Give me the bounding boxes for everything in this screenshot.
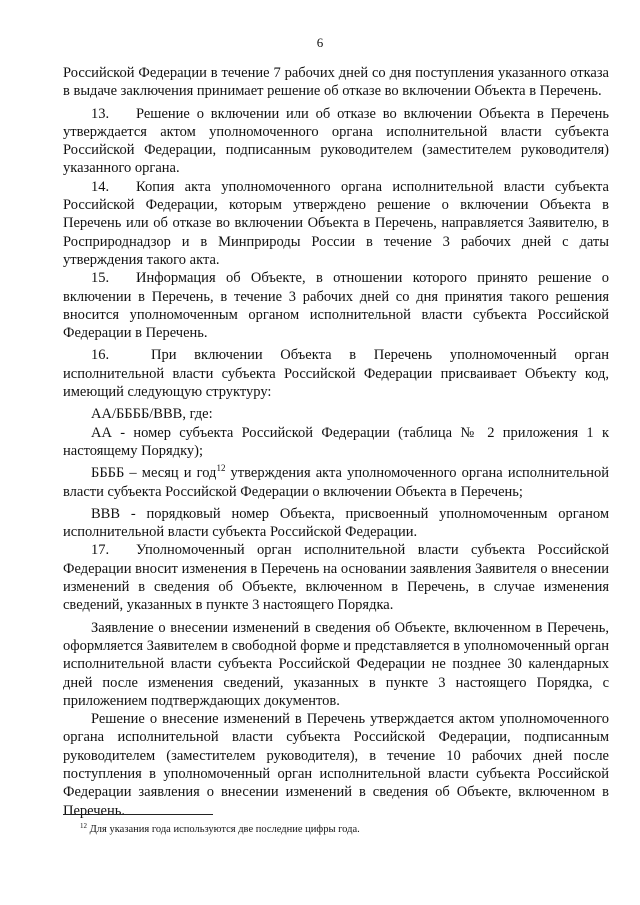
paragraph-16 [63, 346, 609, 401]
paragraph-text: Информация об Объекте, в отношении которого принято решение о включении в Перечень, в течение 3 рабочих дней со дня принятия такого решения вносится уполномоченным органом исполнительной власти субъекта Российской Федерации в Перечень. [63, 270, 609, 342]
paragraph-text: Копия акта уполномоченного органа исполнительной власти субъекта Российской Федерации, которым утверждено решение о включении Объекта в Перечень или об отказе во включении Объекта в Перечень, направляется Заявителю, в Росприроднадзор и в Минприроды России в течение 3 рабочих дней с даты утверждения такого акта. [63, 178, 609, 268]
paragraph-17-application: Заявление о внесении изменений в сведения об Объекте, включенном в Перечень, оформляется Заявителем в свободной форме и представляется в уполномоченный орган исполнительной власти субъекта Российской Федерации не позднее 30 календарных дней после изменения сведений, указанных в пункте 3 настоящего Порядка, с приложением подтверждающих документов. [63, 619, 609, 709]
code-part-bbbb-lead: ББББ – месяц и год [91, 465, 217, 482]
footnote-divider [63, 814, 213, 815]
footnote-text: Для указания года используются две последние цифры года. [87, 824, 360, 835]
footnote-ref: 12 [216, 463, 226, 474]
code-part-bbbb-text: утверждения акта уполномоченного органа исполнительной власти субъекта Российской Федерации о включении Объекта в Перечень; [63, 465, 609, 500]
code-part-vvv: ВВВ - порядковый номер Объекта, присвоенный уполномоченным органом исполнительной власти субъекта Российской Федерации. [63, 505, 609, 541]
paragraph-13 [63, 105, 609, 178]
item-number: 16. [91, 347, 110, 364]
footnote [80, 823, 600, 836]
item-number: 13. [91, 105, 110, 122]
document-body [63, 64, 609, 820]
paragraph-17 [63, 541, 609, 614]
page-number: 6 [316, 35, 324, 50]
item-number: 17. [91, 542, 110, 559]
paragraph-14 [63, 178, 609, 269]
paragraph-continuation: Российской Федерации в течение 7 рабочих дней со дня поступления указанного отказа в выдаче заключения принимает решение об отказе во включении Объекта в Перечень. [63, 65, 609, 100]
paragraph-17-decision: Решение о внесение изменений в Перечень утверждается актом уполномоченного органа исполнительной власти субъекта Российской Федерации, подписанным руководителем (заместителем руководителя), в течение 10 рабочих дней после поступления в уполномоченный орган исполнительной власти субъекта Российской Федерации заявления о внесении изменений в сведения об Объекте, включенном в Перечень. [63, 711, 609, 819]
code-part-aa: АА - номер субъекта Российской Федерации (таблица № 2 приложения 1 к настоящему Порядку); [63, 424, 609, 459]
item-number: 15. [91, 270, 110, 287]
footnote-mark: 12 [80, 822, 87, 830]
paragraph-text: Решение о включении или об отказе во включении Объекта в Перечень утверждается актом уполномоченного органа исполнительной власти субъекта Российской Федерации, подписанным руководителем (заместителем руководителя) указанного органа. [63, 105, 609, 177]
paragraph-text: При включении Объекта в Перечень уполномоченный орган исполнительной власти субъекта Российской Федерации присваивает Объекту код, имеющий следующую структуру: [63, 347, 609, 401]
item-number: 14. [91, 178, 110, 195]
code-format: АА/ББББ/ВВВ, где: [91, 406, 213, 423]
paragraph-15 [63, 269, 609, 342]
code-part-bbbb [63, 464, 609, 501]
paragraph-text: Уполномоченный орган исполнительной власти субъекта Российской Федерации вносит изменения в Перечень на основании заявления Заявителя о внесении изменений в сведения об Объекте, включенном в Перечень, в случае изменения сведений, указанных в пункте 3 настоящего Порядка. [63, 542, 609, 614]
